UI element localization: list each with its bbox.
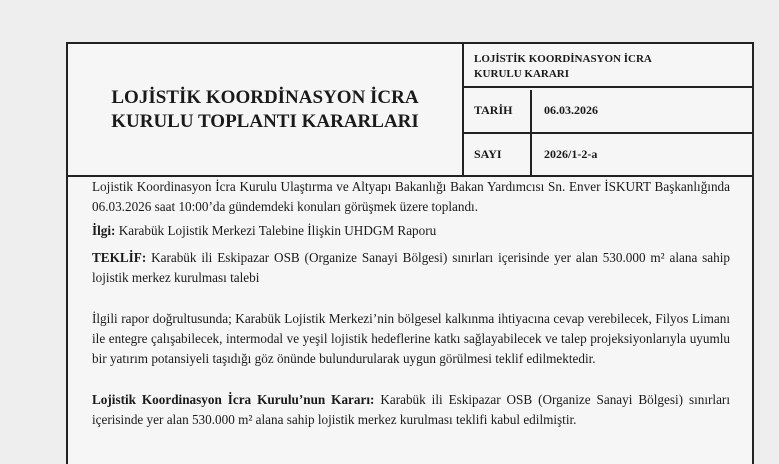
meta-table (462, 44, 754, 175)
title-line: LOJİSTİK KOORDİNASYON İCRA (111, 86, 419, 108)
doc-type-line: LOJİSTİK KOORDİNASYON İCRA (474, 53, 652, 65)
intro-paragraph: Lojistik Koordinasyon İcra Kurulu Ulaştırma ve Altyapı Bakanlığı Bakan Yardımcısı Sn. Enver İSKURT Başkanlığında 06.03.2026 saat 10:00’da gündemdeki konuları görüşmek üzere toplandı. (92, 179, 730, 214)
number-value: 2026/1-2-a (530, 134, 754, 176)
ilgi-text: Karabük Lojistik Merkezi Talebine İlişkin UHDGM Raporu (115, 223, 437, 238)
doc-type-line: KURULU KARARI (474, 68, 570, 80)
document-body (92, 177, 730, 430)
number-label: SAYI (474, 147, 502, 161)
teklif-text: Karabük ili Eskipazar OSB (Organize Sanayi Bölgesi) sınırları içerisinde yer alan 530.000 m² alana sahip lojistik merkez kurulması talebi (92, 250, 730, 285)
document-header (68, 44, 752, 177)
ilgi-paragraph (92, 221, 730, 241)
number-row (464, 134, 754, 176)
decision-text: Karabük ili Eskipazar OSB (Organize Sanayi Bölgesi) sınırları içerisinde yer alan 530.000 m² alana sahip lojistik merkez kurulması teklifi kabul edilmiştir. (92, 392, 730, 427)
doc-type-cell (464, 44, 754, 88)
date-value: 06.03.2026 (530, 90, 754, 132)
decision-paragraph (92, 390, 730, 430)
date-label: TARİH (474, 103, 513, 117)
title-line: KURULU TOPLANTI KARARLARI (111, 110, 419, 132)
teklif-label: TEKLİF: (92, 250, 147, 265)
assessment-paragraph: İlgili rapor doğrultusunda; Karabük Lojistik Merkezi’nin bölgesel kalkınma ihtiyacına cevap verebilecek, Filyos Limanı ile entegre çalışabilecek, intermodal ve yeşil lojistik hedeflerine katkı sağlayabilecek ve talep projeksiyonlarıyla uyumlu bir yatırım potansiyeli taşıdığı göz önünde bulundurularak uygun görülmesi teklif edilmektedir. (92, 311, 730, 366)
document-title (68, 44, 462, 175)
date-row (464, 90, 754, 134)
document-page (66, 42, 754, 464)
ilgi-label: İlgi: (92, 223, 116, 238)
teklif-paragraph (92, 248, 730, 288)
decision-label: Lojistik Koordinasyon İcra Kurulu’nun Kararı: (92, 392, 375, 407)
